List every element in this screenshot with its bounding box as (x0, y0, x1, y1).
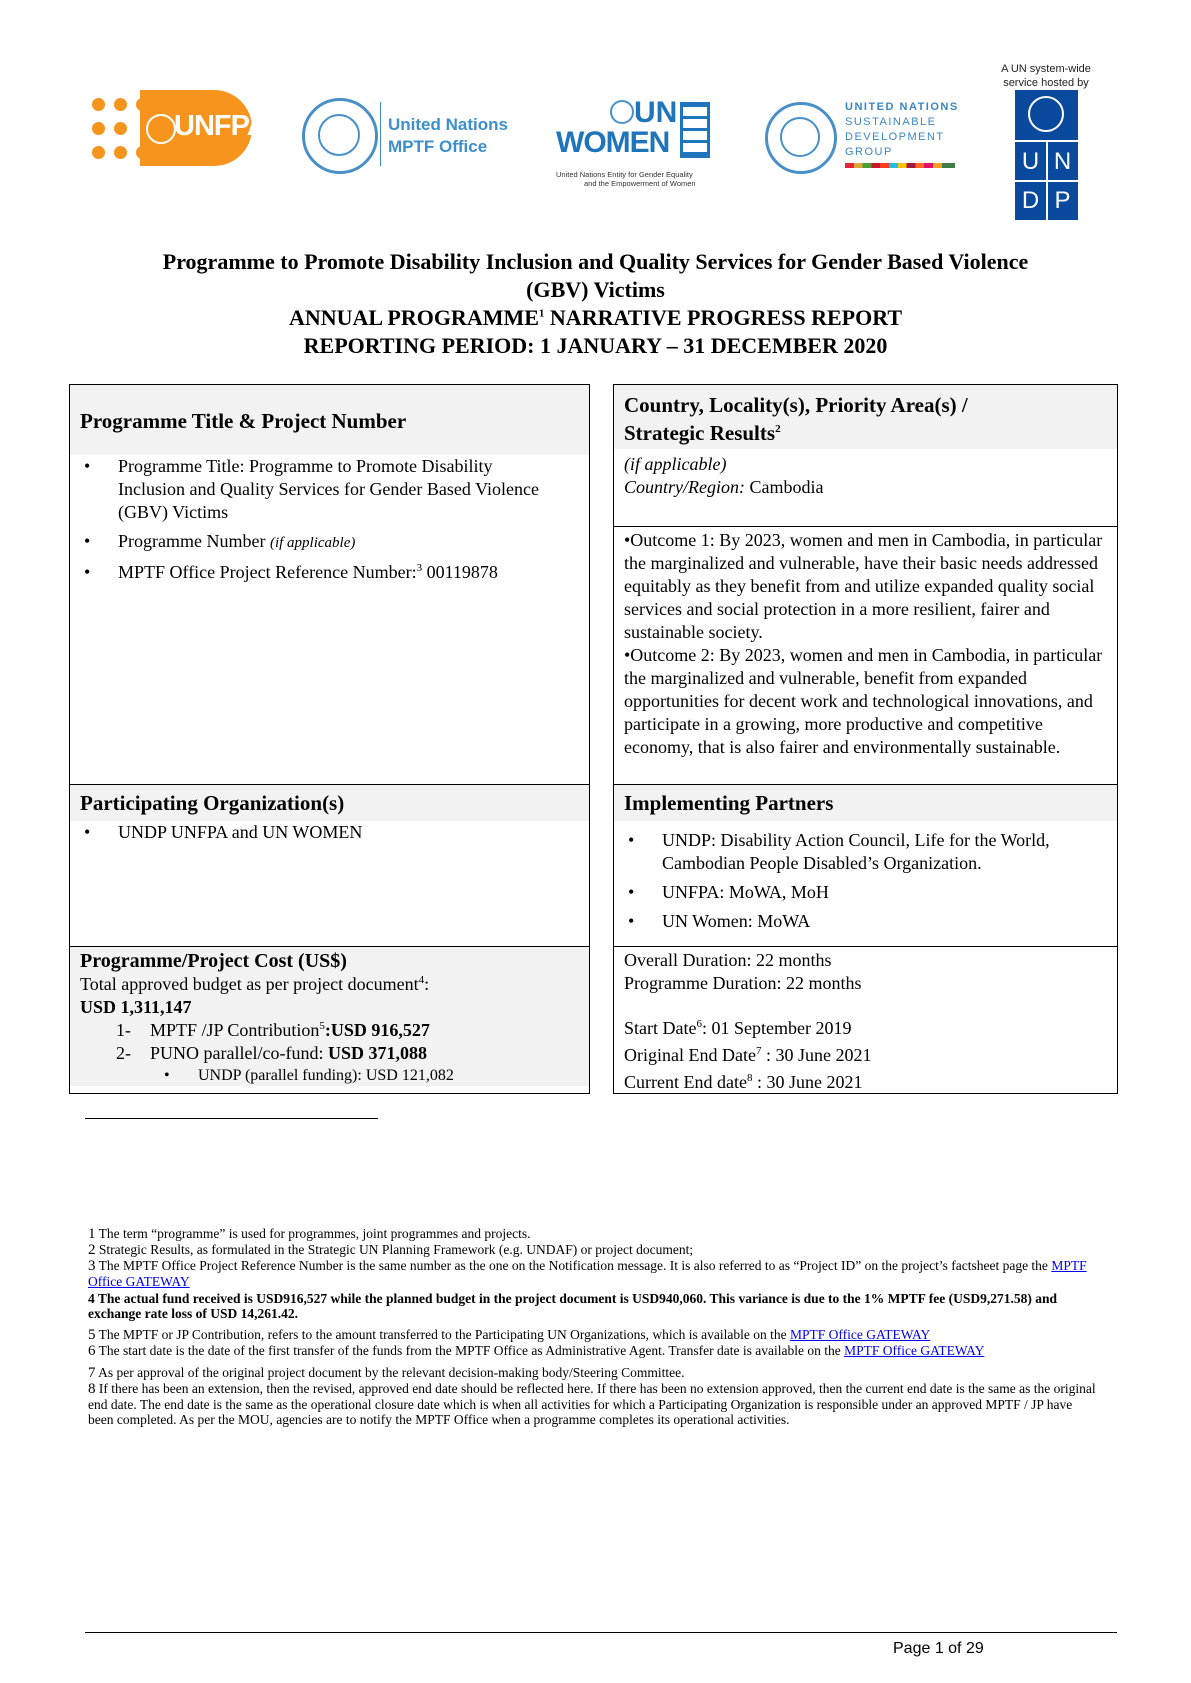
footnote-text: As per approval of the original project document by the relevant decision-making body/Steering Committee. (95, 1365, 685, 1380)
programme-title-text: Programme Title: Programme to Promote Disability Inclusion and Quality Services for Gender Based Violence (GBV) Victims (118, 456, 539, 522)
cost-item-2 (80, 1042, 579, 1065)
unsdg-line4: GROUP (845, 146, 893, 158)
undp-caption (996, 62, 1096, 90)
un-emblem-icon (610, 100, 634, 124)
footnote-8 (88, 1381, 1098, 1427)
undp-logo (1015, 90, 1078, 220)
undp-logo-hline (1015, 180, 1078, 182)
footnote-4: 4 The actual fund received is USD916,527 while the planned budget in the project document is USD940,060. This variance is due to the 1% MPTF fee (USD9,271.58) and exchange rate loss of USD 14,261.42. (88, 1291, 1058, 1321)
report-title (100, 248, 1091, 360)
country-region-line (624, 476, 1107, 499)
cost-item-1-value: :USD 916,527 (324, 1020, 430, 1040)
footnote-2 (88, 1242, 1098, 1258)
footer-rule (85, 1632, 1117, 1633)
undp-letter-p: P (1054, 187, 1071, 214)
country-box (613, 384, 1118, 528)
mptf-logo-line2: MPTF Office (388, 137, 488, 156)
footnote-ref: 2 (775, 423, 781, 435)
footnote-num: 2 (88, 1242, 96, 1258)
title-line1: Programme to Promote Disability Inclusion and Quality Services for Gender Based Violence (162, 249, 1029, 274)
list-item: • UN Women: MoWA (626, 910, 1105, 933)
country-info (614, 449, 1117, 503)
title-line3-a: ANNUAL PROGRAMME (288, 305, 539, 330)
list-item: • UNDP UNFPA and UN WOMEN (82, 821, 577, 844)
unwomen-logo-sub2: and the Empowerment of Women (584, 179, 696, 188)
list-item: • UNDP: Disability Action Council, Life for the World, Cambodian People Disabled’s Organization. (626, 829, 1105, 875)
unsdg-line3: DEVELOPMENT (845, 131, 945, 143)
footnote-text: The MPTF or JP Contribution, refers to the amount transferred to the Participating UN Organizations, which is available on the (95, 1327, 790, 1342)
start-date (624, 1017, 1107, 1040)
undp-caption-line2: service hosted by (1003, 77, 1089, 89)
unwomen-logo (556, 98, 726, 188)
mptf-ref-label: MPTF Office Project Reference Number: (118, 562, 417, 582)
list-item (82, 561, 549, 584)
current-end-date-value: : 30 June 2021 (752, 1072, 863, 1092)
unwomen-logo-un: UN (634, 96, 678, 129)
title-line3-b: NARRATIVE PROGRESS REPORT (544, 305, 903, 330)
undp-letter-d: D (1021, 187, 1040, 214)
cost-item-2a (80, 1065, 579, 1086)
country-header-line2-text: Strategic Results (624, 421, 776, 445)
undp-caption-line1: A UN system-wide (1001, 63, 1091, 75)
outcomes-text (614, 527, 1117, 759)
programme-number-label: Programme Number (118, 531, 270, 551)
country-region-value: Cambodia (744, 477, 824, 497)
outcome-2: •Outcome 2: By 2023, women and men in Cambodia, in particular the marginalized and vulnerable, benefit from expanded opportunities for decent work and technological innovations, and participate in a growing, more productive and competitive economy, that is also fairer and environmentally sustainable. (624, 645, 1103, 757)
mptf-logo-divider (380, 102, 381, 166)
bullet: • (164, 1067, 170, 1084)
unwomen-logo-women: WOMEN (556, 126, 670, 159)
programme-title-list (70, 455, 589, 584)
country-header (614, 385, 1117, 449)
footnote-ref: 6 (696, 1018, 702, 1030)
colon: : (424, 974, 430, 994)
footnote-separator (85, 1118, 378, 1119)
participating-orgs-list (70, 821, 589, 844)
country-header-line2 (624, 419, 1107, 447)
unsdg-line1: UNITED NATIONS (845, 101, 959, 113)
cost-item-2-label: PUNO parallel/co-fund: (150, 1043, 328, 1063)
footnote-1 (88, 1226, 1098, 1242)
title-line3 (100, 304, 1091, 332)
outcomes-box (613, 526, 1118, 786)
country-header-line1: Country, Locality(s), Priority Area(s) / (624, 393, 968, 417)
un-emblem-icon (146, 114, 176, 144)
outcome-1: •Outcome 1: By 2023, women and men in Cambodia, in particular the marginalized and vulnerable, have their basic needs addressed equitably as they benefit from and utilize expanded quality social services and social protection in a more resilient, fairer and sustainable society. (624, 530, 1103, 642)
cost-item-2-num: 2- (116, 1043, 131, 1063)
footnote-text: The term “programme” is used for programmes, joint programmes and projects. (95, 1226, 531, 1241)
unsdg-logo-text (845, 100, 959, 168)
footnote-ref: 1 (538, 307, 545, 320)
undp-letter-u: U (1021, 148, 1040, 175)
participating-orgs-header: Participating Organization(s) (70, 785, 589, 821)
footnote-num: 3 (88, 1258, 96, 1274)
mptf-gateway-link[interactable]: MPTF Office GATEWAY (88, 1258, 1087, 1289)
footnote-ref: 3 (416, 562, 423, 574)
cost-item-2a-text: UNDP (parallel funding): USD 121,082 (198, 1067, 454, 1084)
country-region-label: Country/Region: (624, 477, 745, 497)
duration-info (614, 947, 1117, 1094)
footnote-3 (88, 1258, 1098, 1289)
footnote-ref: 8 (746, 1072, 753, 1084)
footnote-text: If there has been an extension, then the revised, approved end date should be reflected here. If there has been no extension approved, then the current end date is the same as the original end date. The end date is the same as the operational closure date which is when all activities for which a Participating Organization is responsible under an approved MPTF / JP have been completed. As per the MOU, agencies are to notify the MPTF Office when a programme completes its operational activities. (88, 1381, 1096, 1427)
start-date-label: Start Date (624, 1018, 697, 1038)
un-emblem-inner-icon (780, 117, 820, 157)
mptf-logo-text (388, 114, 508, 158)
if-applicable-note: (if applicable) (624, 454, 727, 474)
footnote-num: 1 (88, 1226, 96, 1242)
footnote-num: 8 (88, 1381, 96, 1397)
list-item (82, 530, 549, 555)
list-item (82, 455, 549, 524)
un-emblem-icon (1028, 96, 1064, 132)
programme-number-note: (if applicable) (269, 535, 356, 551)
mptf-gateway-link[interactable]: MPTF Office GATEWAY (844, 1343, 985, 1358)
implementing-partners-box (613, 784, 1118, 948)
footnote-num: 7 (88, 1365, 96, 1381)
cost-item-2-value: USD 371,088 (327, 1043, 427, 1063)
overall-duration: Overall Duration: 22 months (624, 950, 832, 970)
total-budget-label: Total approved budget as per project document (80, 974, 419, 994)
original-end-date-label: Original End Date (624, 1045, 756, 1065)
unwomen-logo-sub1: United Nations Entity for Gender Equality (556, 170, 693, 179)
footnote-num: 5 (88, 1327, 96, 1343)
footnote-text: Strategic Results, as formulated in the Strategic UN Planning Framework (e.g. UNDAF) or project document; (95, 1242, 694, 1257)
list-item: • UNFPA: MoWA, MoH (626, 881, 1105, 904)
cost-item-1-label: MPTF /JP Contribution (150, 1020, 320, 1040)
programme-cost-box (69, 946, 590, 1094)
footnote-num: 6 (88, 1343, 96, 1359)
programme-cost-header: Programme/Project Cost (US$) (80, 949, 579, 973)
current-end-date (624, 1071, 1107, 1094)
total-budget-line (80, 973, 579, 996)
current-end-date-label: Current End date (624, 1072, 747, 1092)
footnote-7 (88, 1365, 1098, 1381)
implementing-partners-list (614, 821, 1117, 933)
programme-title-header: Programme Title & Project Number (70, 385, 589, 455)
un-emblem-inner-icon (318, 114, 360, 156)
original-end-date (624, 1044, 1107, 1067)
unwomen-logo-grid-icon (680, 102, 710, 158)
footnote-ref: 7 (755, 1045, 762, 1057)
page-number: Page 1 of 29 (893, 1640, 984, 1657)
programme-cost-section (70, 947, 589, 1086)
mptf-ref-number: 00119878 (422, 562, 498, 582)
programme-duration: Programme Duration: 22 months (624, 973, 862, 993)
total-budget-value: USD 1,311,147 (80, 997, 192, 1017)
start-date-value: : 01 September 2019 (701, 1018, 852, 1038)
reporting-period: REPORTING PERIOD: 1 JANUARY – 31 DECEMBER 2020 (303, 333, 888, 358)
footnote-6 (88, 1343, 1098, 1359)
footnote-ref: 4 (418, 974, 425, 986)
footnote-ref: 5 (319, 1020, 325, 1032)
unfpa-logo-text: UNFPA (174, 110, 267, 142)
mptf-gateway-link[interactable]: MPTF Office GATEWAY (790, 1327, 931, 1342)
cost-item-1 (80, 1019, 579, 1042)
programme-title-box (69, 384, 590, 786)
footnotes (88, 1226, 1098, 1427)
mptf-logo-line1: United Nations (388, 115, 508, 134)
footnote-5 (88, 1327, 1098, 1343)
duration-box (613, 946, 1118, 1094)
footnote-text: The start date is the date of the first transfer of the funds from the MPTF Office as Administrative Agent. Transfer date is available on the (95, 1343, 845, 1358)
unsdg-color-dots-icon (845, 163, 955, 168)
implementing-partners-header: Implementing Partners (614, 785, 1117, 821)
original-end-date-value: : 30 June 2021 (761, 1045, 872, 1065)
unsdg-line2: SUSTAINABLE (845, 116, 937, 128)
footnote-text: The MPTF Office Project Reference Number is the same number as the one on the Notification message. It is also referred to as “Project ID” on the project’s factsheet page the (95, 1258, 1052, 1273)
spacer (624, 995, 1107, 1017)
participating-orgs-box (69, 784, 590, 948)
title-line2: (GBV) Victims (526, 277, 665, 302)
cost-item-1-num: 1- (116, 1020, 131, 1040)
undp-letter-n: N (1053, 148, 1072, 175)
